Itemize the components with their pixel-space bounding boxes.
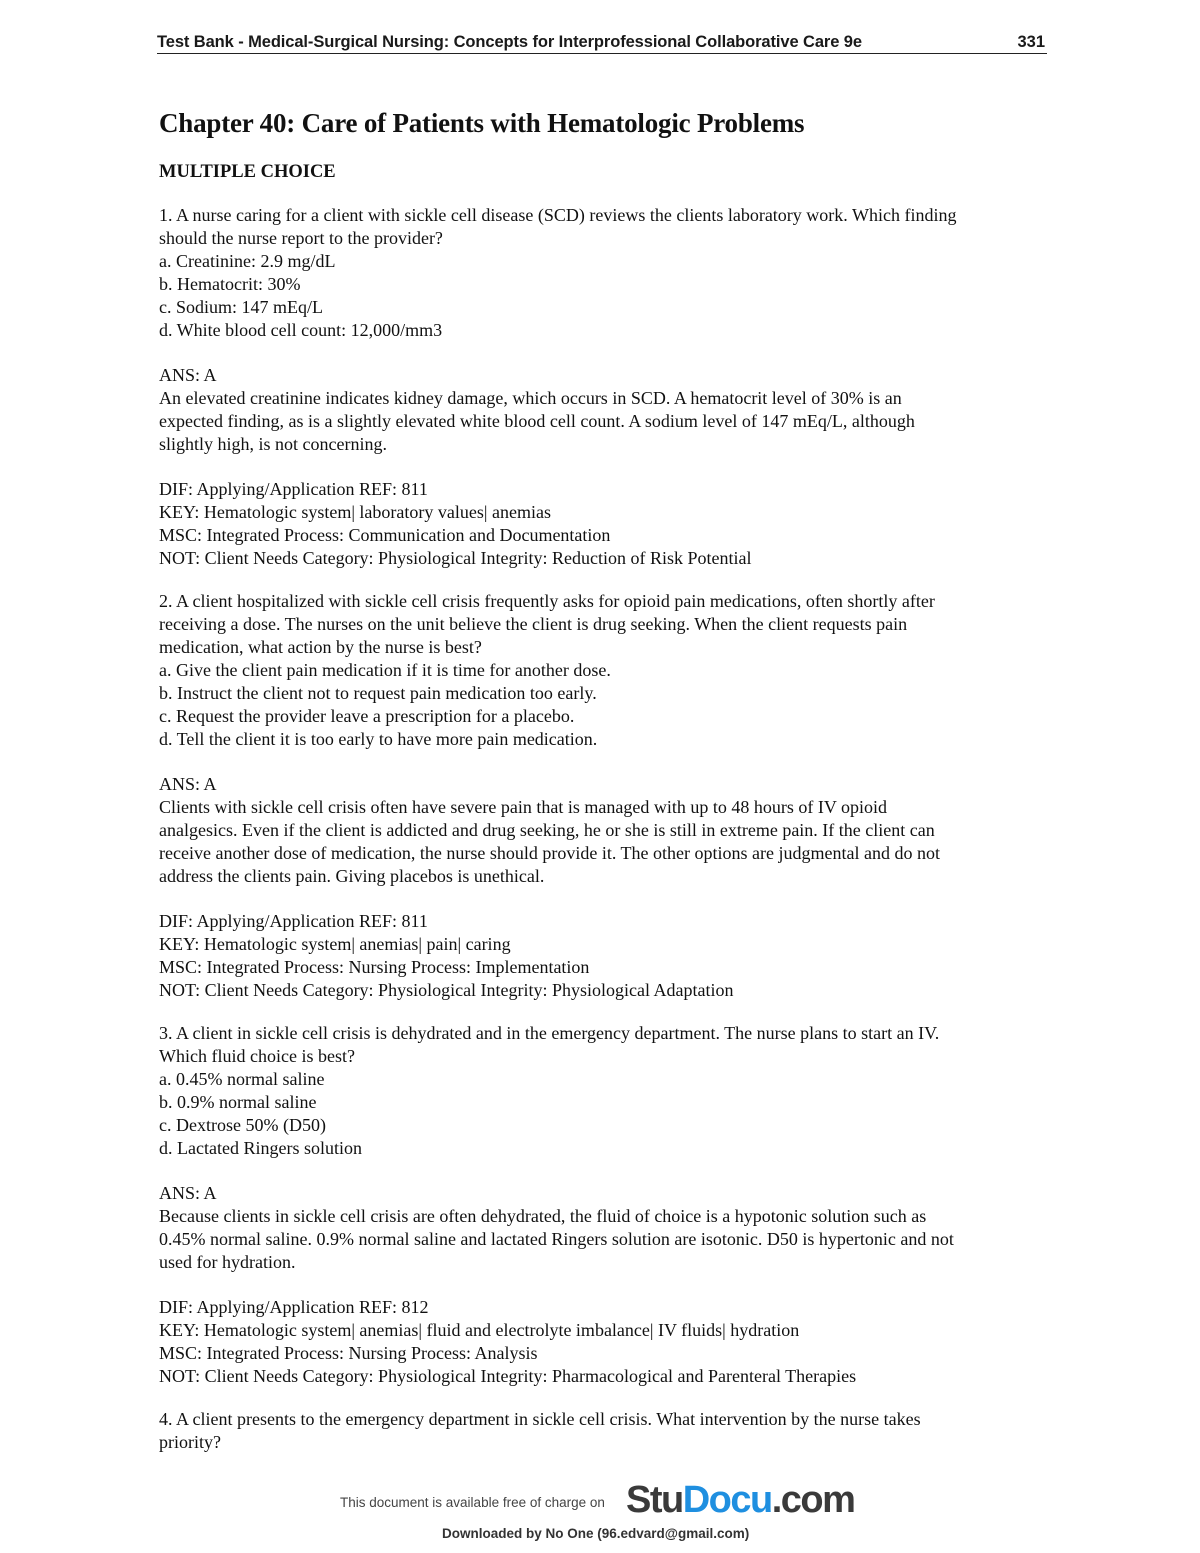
meta-client-needs: NOT: Client Needs Category: Physiological Integrity: Pharmacological and Parenteral Therapies xyxy=(159,1366,857,1386)
meta-client-needs: NOT: Client Needs Category: Physiological Integrity: Reduction of Risk Potential xyxy=(159,548,752,568)
rationale-line: receive another dose of medication, the nurse should provide it. The other options are judgmental and do not xyxy=(159,843,940,863)
question-stem-line: priority? xyxy=(159,1432,221,1452)
logo-part-stu: Stu xyxy=(626,1479,683,1521)
question-stem-line: 1. A nurse caring for a client with sickle cell disease (SCD) reviews the clients laboratory work. Which finding xyxy=(159,205,957,225)
meta-msc: MSC: Integrated Process: Nursing Process: Analysis xyxy=(159,1343,538,1363)
answer-option: c. Request the provider leave a prescription for a placebo. xyxy=(159,706,575,726)
running-title: Test Bank - Medical-Surgical Nursing: Concepts for Interprofessional Collaborative Care 9e xyxy=(157,33,862,51)
logo-part-com: .com xyxy=(771,1479,855,1521)
answer-option: a. 0.45% normal saline xyxy=(159,1069,325,1089)
download-notice: Downloaded by No One (96.edvard@gmail.com) xyxy=(442,1526,750,1541)
page-number: 331 xyxy=(1017,33,1045,51)
rationale-line: Clients with sickle cell crisis often have severe pain that is managed with up to 48 hours of IV opioid xyxy=(159,797,888,817)
page-footer xyxy=(0,1478,1200,1553)
question-3 xyxy=(159,1022,1049,1388)
studocu-logo-link[interactable] xyxy=(626,1478,854,1522)
rationale-line: used for hydration. xyxy=(159,1252,296,1272)
page-content xyxy=(159,100,1049,1454)
logo-part-docu: Docu xyxy=(682,1479,772,1521)
answer-option: b. Instruct the client not to request pain medication too early. xyxy=(159,683,597,703)
answer-option: b. 0.9% normal saline xyxy=(159,1092,317,1112)
answer-option: c. Dextrose 50% (D50) xyxy=(159,1115,326,1135)
question-stem-line: should the nurse report to the provider? xyxy=(159,228,443,248)
answer-key: ANS: A xyxy=(159,365,217,385)
rationale-line: 0.45% normal saline. 0.9% normal saline and lactated Ringers solution are isotonic. D50 is hypertonic and not xyxy=(159,1229,954,1249)
answer-key: ANS: A xyxy=(159,1183,217,1203)
rationale-line: slightly high, is not concerning. xyxy=(159,434,387,454)
meta-keywords: KEY: Hematologic system| laboratory values| anemias xyxy=(159,502,551,522)
meta-client-needs: NOT: Client Needs Category: Physiological Integrity: Physiological Adaptation xyxy=(159,980,734,1000)
section-heading: MULTIPLE CHOICE xyxy=(159,162,336,182)
answer-rationale xyxy=(159,1182,1049,1274)
answer-key: ANS: A xyxy=(159,774,217,794)
question-stem-line: 4. A client presents to the emergency department in sickle cell crisis. What intervention by the nurse takes xyxy=(159,1409,921,1429)
meta-msc: MSC: Integrated Process: Communication and Documentation xyxy=(159,525,611,545)
answer-option: a. Give the client pain medication if it is time for another dose. xyxy=(159,660,611,680)
question-stem-line: 2. A client hospitalized with sickle cell crisis frequently asks for opioid pain medications, often shortly after xyxy=(159,591,935,611)
rationale-line: Because clients in sickle cell crisis are often dehydrated, the fluid of choice is a hypotonic solution such as xyxy=(159,1206,927,1226)
answer-option: b. Hematocrit: 30% xyxy=(159,274,301,294)
question-1 xyxy=(159,204,1049,570)
answer-rationale xyxy=(159,773,1049,888)
question-stem-line: Which fluid choice is best? xyxy=(159,1046,355,1066)
question-2 xyxy=(159,590,1049,1002)
meta-keywords: KEY: Hematologic system| anemias| fluid and electrolyte imbalance| IV fluids| hydration xyxy=(159,1320,800,1340)
meta-difficulty: DIF: Applying/Application REF: 811 xyxy=(159,911,428,931)
question-metadata xyxy=(159,910,1049,1002)
rationale-line: An elevated creatinine indicates kidney damage, which occurs in SCD. A hematocrit level of 30% is an xyxy=(159,388,902,408)
question-metadata xyxy=(159,478,1049,570)
page-header xyxy=(157,31,1047,54)
answer-option: d. Tell the client it is too early to have more pain medication. xyxy=(159,729,598,749)
meta-msc: MSC: Integrated Process: Nursing Process: Implementation xyxy=(159,957,590,977)
question-metadata xyxy=(159,1296,1049,1388)
chapter-title: Chapter 40: Care of Patients with Hematologic Problems xyxy=(159,108,805,138)
rationale-line: address the clients pain. Giving placebos is unethical. xyxy=(159,866,545,886)
question-stem-line: receiving a dose. The nurses on the unit believe the client is drug seeking. When the client requests pain xyxy=(159,614,908,634)
answer-option: a. Creatinine: 2.9 mg/dL xyxy=(159,251,336,271)
answer-rationale xyxy=(159,364,1049,456)
question-4 xyxy=(159,1408,1049,1454)
meta-difficulty: DIF: Applying/Application REF: 811 xyxy=(159,479,428,499)
rationale-line: expected finding, as is a slightly elevated white blood cell count. A sodium level of 147 mEq/L, although xyxy=(159,411,915,431)
meta-difficulty: DIF: Applying/Application REF: 812 xyxy=(159,1297,429,1317)
answer-option: c. Sodium: 147 mEq/L xyxy=(159,297,323,317)
answer-option: d. White blood cell count: 12,000/mm3 xyxy=(159,320,443,340)
question-stem-line: medication, what action by the nurse is best? xyxy=(159,637,482,657)
availability-notice: This document is available free of charge on xyxy=(340,1495,605,1510)
meta-keywords: KEY: Hematologic system| anemias| pain| caring xyxy=(159,934,511,954)
answer-option: d. Lactated Ringers solution xyxy=(159,1138,362,1158)
question-stem-line: 3. A client in sickle cell crisis is dehydrated and in the emergency department. The nurse plans to start an IV. xyxy=(159,1023,940,1043)
rationale-line: analgesics. Even if the client is addicted and drug seeking, he or she is still in extreme pain. If the client can xyxy=(159,820,935,840)
